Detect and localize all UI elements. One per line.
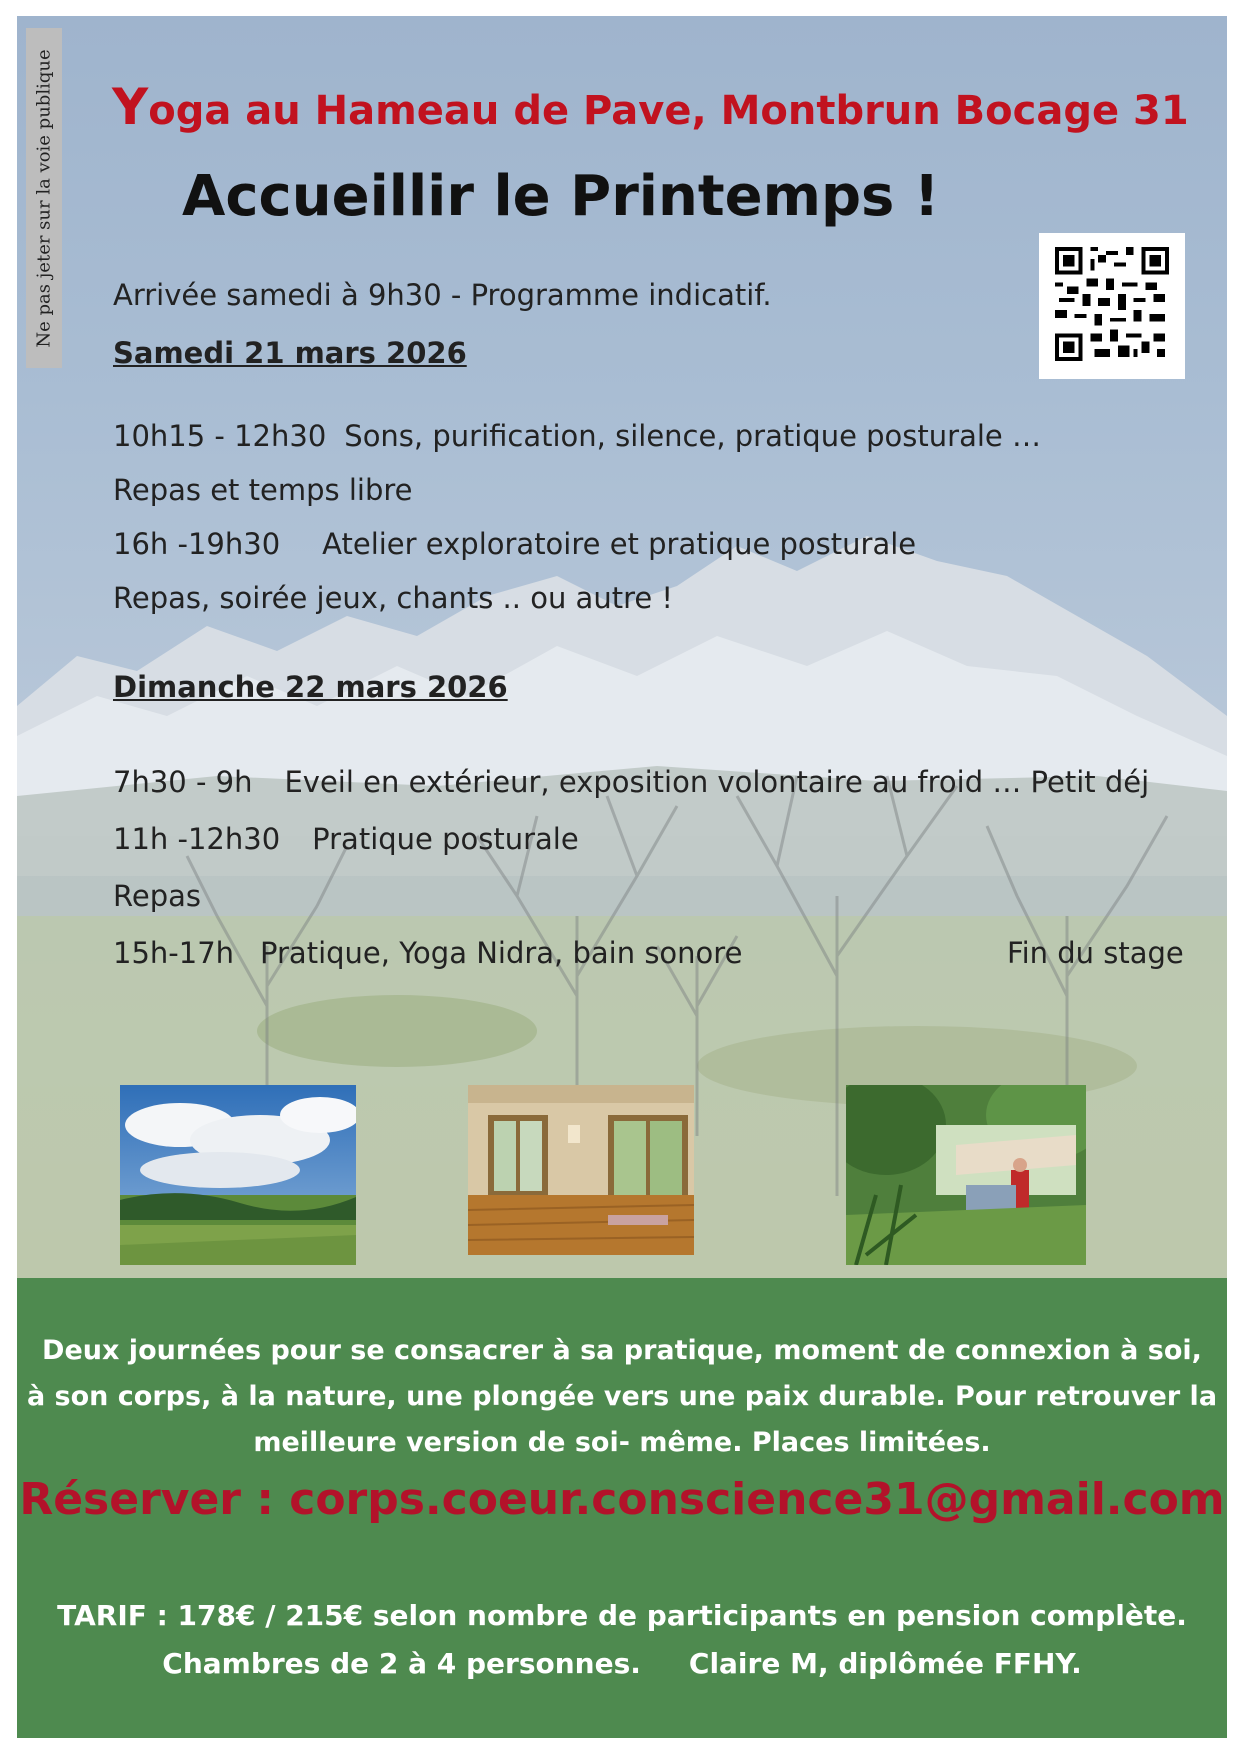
item-time: 15h-17h [113,936,235,970]
instructor-info: Claire M, diplômée FFHY. [688,1647,1082,1680]
yoga-room-photo [468,1085,694,1265]
item-time: 10h15 - 12h30 [113,419,327,453]
saturday-item [113,527,916,561]
item-time: 11h -12h30 [113,822,281,856]
info-panel [17,1278,1227,1738]
saturday-heading: Samedi 21 mars 2026 [113,336,467,370]
sunday-item [113,822,579,856]
side-note-label: Ne pas jeter sur la voie publique [26,28,62,368]
description-line: meilleure version de soi- même. Places limitées. [253,1427,991,1458]
item-time: 7h30 - 9h [113,765,253,799]
saturday-item [113,419,1041,453]
rooms-instructor-line [17,1640,1227,1688]
rooms-info: Chambres de 2 à 4 personnes. [162,1647,641,1680]
reservation-email-link[interactable]: Réserver : corps.coeur.conscience31@gmail.com [19,1474,1225,1525]
landscape-photo [120,1085,356,1265]
item-time: 16h -19h30 [113,527,281,561]
garden-photo [846,1085,1086,1265]
end-of-course-note: Fin du stage [1007,936,1184,970]
arrival-info: Arrivée samedi à 9h30 - Programme indicatif. [113,278,772,312]
item-activity: Sons, purification, silence, pratique posturale … [344,419,1041,453]
item-activity: Pratique posturale [312,822,579,856]
description [17,1328,1227,1466]
scenic-background [17,16,1227,1278]
item-activity: Repas [113,879,201,913]
pricing-info [17,1592,1227,1688]
description-line: Deux journées pour se consacrer à sa pratique, moment de connexion à soi, [42,1335,1202,1366]
item-activity: Atelier exploratoire et pratique posturale [322,527,917,561]
item-activity: Eveil en extérieur, exposition volontaire au froid … Petit déj [284,765,1150,799]
description-line: à son corps, à la nature, une plongée vers une paix durable. Pour retrouver la [26,1381,1218,1412]
item-activity: Repas et temps libre [113,473,413,507]
sunday-item [113,879,201,913]
item-activity: Repas, soirée jeux, chants .. ou autre ! [113,581,674,615]
item-activity: Pratique, Yoga Nidra, bain sonore [260,936,743,970]
sunday-item [113,936,742,970]
qr-code-icon [1039,233,1185,379]
page-subtitle: Accueillir le Printemps ! [182,164,940,229]
page-title: Yoga au Hameau de Pave, Montbrun Bocage 31 [112,78,1189,136]
saturday-item [113,473,412,507]
sunday-heading: Dimanche 22 mars 2026 [113,670,508,704]
tarif-line: TARIF : 178€ / 215€ selon nombre de participants en pension complète. [57,1599,1187,1632]
poster [17,16,1227,1738]
saturday-item [113,581,673,615]
sunday-item [113,765,1149,799]
